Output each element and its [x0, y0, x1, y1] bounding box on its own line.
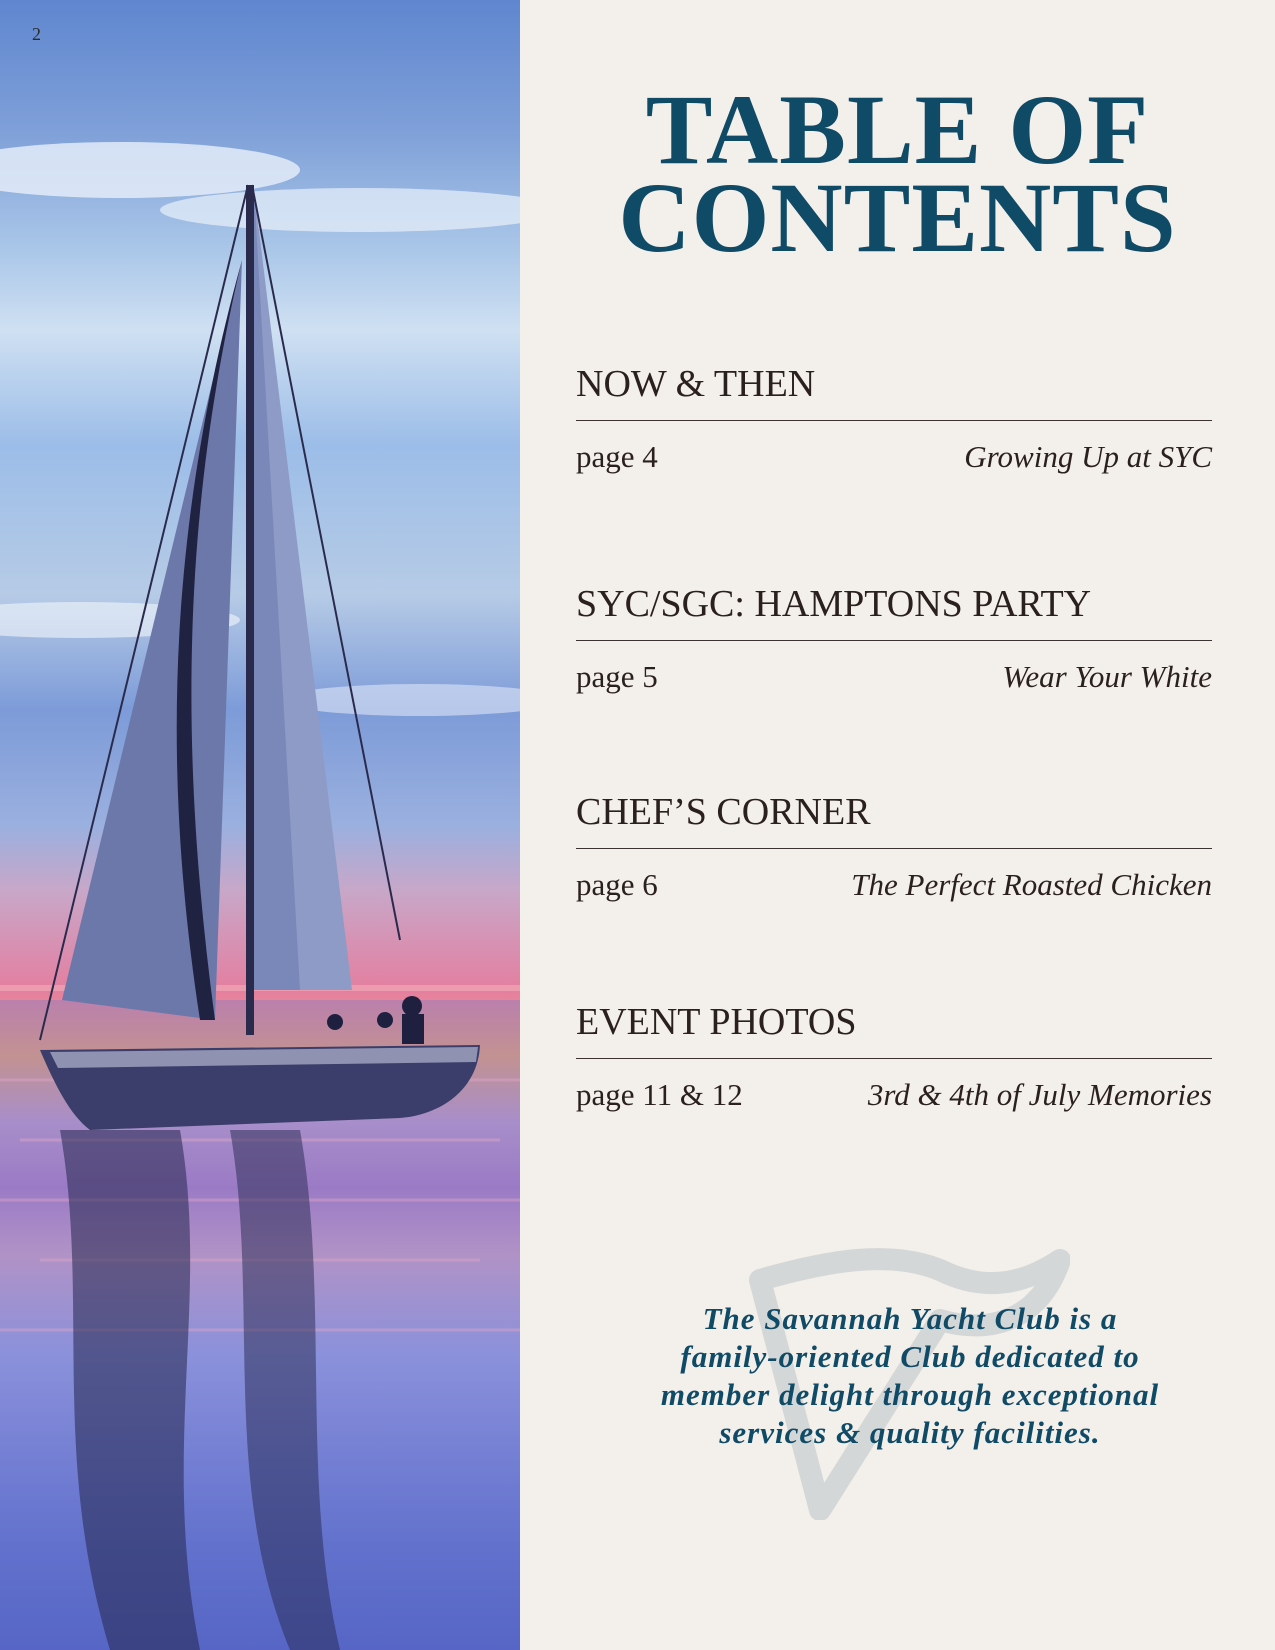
toc-entry[interactable]	[576, 867, 1212, 907]
article-title: Wear Your White	[1002, 659, 1212, 694]
page-reference: page 11 & 12	[576, 1077, 743, 1112]
page-reference: page 5	[576, 659, 658, 694]
toc-entry[interactable]	[576, 1077, 1212, 1117]
toc-section-now-then	[576, 362, 1234, 479]
sailboat-sunset-photo	[0, 0, 520, 1650]
mission-statement	[580, 1300, 1240, 1452]
article-title: Growing Up at SYC	[964, 439, 1212, 474]
toc-section-event-photos	[576, 1000, 1234, 1117]
divider	[576, 420, 1212, 421]
toc-section-chefs-corner	[576, 790, 1234, 907]
table-of-contents	[520, 0, 1275, 1650]
page-reference: page 4	[576, 439, 658, 474]
toc-entry[interactable]	[576, 439, 1212, 479]
section-heading: CHEF’S CORNER	[576, 791, 871, 833]
page-number: 2	[32, 24, 41, 44]
mission-line: family-oriented Club dedicated to	[680, 1339, 1140, 1374]
page-reference: page 6	[576, 867, 658, 902]
page-title-line-2: CONTENTS	[618, 162, 1177, 273]
divider	[576, 1058, 1212, 1059]
divider	[576, 848, 1212, 849]
mission-line: member delight through exceptional	[660, 1377, 1160, 1412]
section-heading: NOW & THEN	[576, 363, 816, 405]
page-title-line-1: TABLE OF	[645, 74, 1150, 185]
toc-entry[interactable]	[576, 659, 1212, 699]
mission-line: services & quality facilities.	[719, 1415, 1101, 1450]
section-heading: SYC/SGC: HAMPTONS PARTY	[576, 583, 1092, 625]
article-title: The Perfect Roasted Chicken	[851, 867, 1212, 902]
toc-section-hamptons-party	[576, 582, 1234, 699]
divider	[576, 640, 1212, 641]
article-title: 3rd & 4th of July Memories	[867, 1077, 1212, 1112]
sailboat-illustration	[0, 0, 520, 1650]
section-heading: EVENT PHOTOS	[576, 1001, 857, 1043]
mission-line: The Savannah Yacht Club is a	[702, 1301, 1118, 1336]
